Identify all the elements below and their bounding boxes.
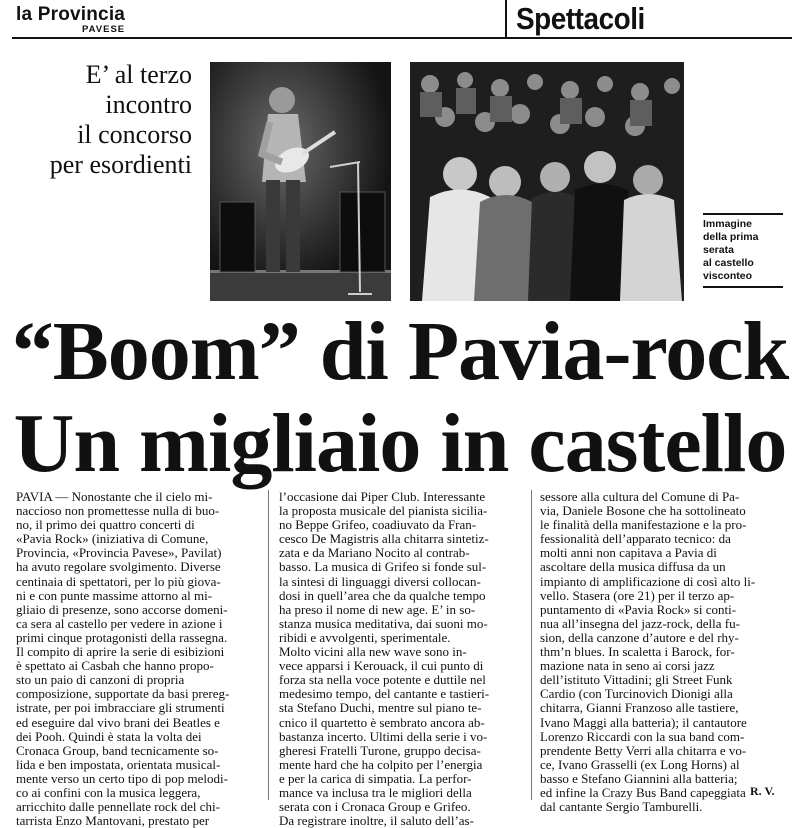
article-line: chitarra, Gianni Franzoso alle tastiere, bbox=[540, 701, 739, 716]
article-line: ca sera al castello per vedere in azione i bbox=[16, 616, 223, 631]
article-line: istrate, per poi imbracciare gli strumenti bbox=[16, 701, 225, 716]
article-line: ed infine la Crazy Bus Band capeggiata bbox=[540, 785, 746, 800]
article-line: lida e ben impostata, orientata musical- bbox=[16, 757, 221, 772]
section-title: Spettacoli bbox=[516, 1, 645, 36]
article-line: mente hard che ha colpito per l’energia bbox=[279, 757, 483, 772]
article-line: vello. Stasera (ore 21) per il terzo ap- bbox=[540, 588, 735, 603]
photo-guitarist bbox=[210, 62, 391, 301]
article-line: sion, della canzone d’autore e del rhy- bbox=[540, 630, 739, 645]
newspaper-name: la Provincia bbox=[16, 4, 126, 25]
article-line: ha preso il nome di new age. E’ in so- bbox=[279, 602, 476, 617]
article-line: sto un paio di canzoni di propria bbox=[16, 673, 185, 688]
article-line: medesimo tempo, del cantante e tastieri- bbox=[279, 687, 490, 702]
masthead-rule bbox=[12, 37, 792, 39]
article-line: ed eseguire dal vivo brani dei Beatles e bbox=[16, 715, 220, 730]
article-line: Lorenzo Riccardi con la sua band com- bbox=[540, 729, 745, 744]
article-line: composizione, supportate da basi prereg- bbox=[16, 687, 230, 702]
article-line: mente verso un certo tipo di pop melodi- bbox=[16, 771, 228, 786]
article-line: ni e con punte massime attorno al mi- bbox=[16, 588, 213, 603]
article-line: naccioso non promettesse nulla di buo- bbox=[16, 504, 220, 519]
article-line: dosi in quell’area che da qualche tempo bbox=[279, 588, 486, 603]
headline-line-1: “Boom” di Pavia-rock bbox=[11, 305, 789, 398]
article-line: ascoltare della musica diffusa da un bbox=[540, 560, 726, 575]
article-line: la sintesi di linguaggi diversi collocan- bbox=[279, 574, 481, 589]
article-line: dal cantante Sergio Tamburelli. bbox=[540, 800, 703, 815]
article-line: mance va inclusa tra le migliori della bbox=[279, 785, 472, 800]
article-column-3 bbox=[540, 490, 790, 814]
article-line: fessionalità dell’apparato tecnico: da bbox=[540, 532, 731, 547]
caption-line: al castello bbox=[703, 257, 754, 269]
article-line: tarrista Enzo Mantovani, prestato per bbox=[16, 814, 210, 828]
newspaper-subtitle: PAVESE bbox=[82, 24, 126, 35]
article-line: cesco De Magistris alla chitarra sintetiz- bbox=[279, 532, 489, 547]
article-line: primi cinque protagonisti della rassegna. bbox=[16, 630, 228, 645]
article-line: Molto vicini alla new wave sono in- bbox=[279, 645, 467, 660]
article-line: stanza musica meditativa, dai suoni mo- bbox=[279, 616, 488, 631]
article-line: dei Pooh. Quindi è stata la volta dei bbox=[16, 729, 202, 744]
article-line: bastanza incerto. Ultimi della serie i vo- bbox=[279, 729, 488, 744]
article-line: nua all’insegna del jazz-rock, della fu- bbox=[540, 616, 740, 631]
column-divider bbox=[268, 490, 269, 800]
caption-line: Immagine bbox=[703, 218, 753, 230]
article-line: sessore alla cultura del Comune di Pa- bbox=[540, 490, 740, 504]
article-line: la proposta musicale del pianista sicilia- bbox=[279, 504, 488, 519]
article-line: prendente Betty Verri alla chitarra e vo- bbox=[540, 743, 747, 758]
article-line: zata e da Mariano Nocito al contrab- bbox=[279, 546, 470, 561]
kicker-line: il concorso bbox=[77, 120, 192, 149]
article-line: cnico il quartetto è sembrato ancora ab- bbox=[279, 715, 485, 730]
article-column-1 bbox=[16, 490, 260, 828]
article-line: arricchito dalle pennellate rock del chi- bbox=[16, 800, 220, 815]
kicker-line: per esordienti bbox=[49, 150, 192, 179]
article-column-2 bbox=[279, 490, 523, 828]
article-line: «Pavia Rock» (iniziativa di Comune, bbox=[16, 532, 209, 547]
article-line: forza sta nella voce potente e duttile nel bbox=[279, 673, 486, 688]
article-line: Cronaca Group, band tecnicamente so- bbox=[16, 743, 219, 758]
article-line: no, il primo dei quattro concerti di bbox=[16, 518, 195, 533]
article-line: basso e Stefano Giannini alla batteria; bbox=[540, 771, 738, 786]
article-line: Cardio (con Turcinovich Dionigi alla bbox=[540, 687, 733, 702]
article-line: molti anni non capitava a Pavia di bbox=[540, 546, 717, 561]
kicker-line: E’ al terzo bbox=[85, 60, 192, 89]
article-line: Provincia, «Provincia Pavese», Pavilat) bbox=[16, 546, 222, 561]
article-line: basso. La musica di Grifeo si fonde sul- bbox=[279, 560, 487, 575]
article-line: via, Daniele Bosone che ha sottolineato bbox=[540, 504, 746, 519]
article-line: ce, Ivano Grasselli (ex Long Horns) al bbox=[540, 757, 740, 772]
article-line: centinaia di spettatori, per lo più giova- bbox=[16, 574, 221, 589]
headline-line-2: Un migliaio in castello bbox=[13, 397, 787, 490]
kicker-line: incontro bbox=[105, 90, 192, 119]
article-line: serata con i Cronaca Group e Grifeo. bbox=[279, 800, 471, 815]
article-line: gheresi Fratelli Turone, gruppo decisa- bbox=[279, 743, 481, 758]
article-line: no Beppe Grifeo, coadiuvato da Fran- bbox=[279, 518, 477, 533]
article-line: dell’istituto Vittadini; gli Street Funk bbox=[540, 673, 733, 688]
author-signature: R. V. bbox=[750, 784, 775, 798]
photo-caption bbox=[703, 213, 783, 288]
article-line: è spettato ai Casbah che hanno propo- bbox=[16, 659, 214, 674]
article-line: co ai confini con la musica leggera, bbox=[16, 785, 201, 800]
caption-line: visconteo bbox=[703, 270, 753, 282]
article-line: le finalità della manifestazione e la pro- bbox=[540, 518, 747, 533]
article-line: puntamento di «Pavia Rock» si conti- bbox=[540, 602, 737, 617]
kicker bbox=[22, 60, 192, 180]
article-line: thm’n blues. In scaletta i Barock, for- bbox=[540, 645, 735, 660]
caption-line: della prima bbox=[703, 231, 759, 243]
article-line: ha avuto regolare svolgimento. Diverse bbox=[16, 560, 221, 575]
article-line: Ivano Maggi alla batteria); il cantautore bbox=[540, 715, 747, 730]
article-line: sta Stefano Duchi, mentre sul piano te- bbox=[279, 701, 482, 716]
article-line: mazione nata in seno ai corsi jazz bbox=[540, 659, 715, 674]
caption-line: serata bbox=[703, 244, 734, 256]
article-line: PAVIA — Nonostante che il cielo mi- bbox=[16, 490, 213, 504]
article-line: impianto di amplificazione di così alto li- bbox=[540, 574, 756, 589]
article-line: Da registrare inoltre, il saluto dell’as- bbox=[279, 814, 474, 828]
photo-audience bbox=[410, 62, 684, 301]
article-line: ribidi e avvolgenti, sperimentale. bbox=[279, 630, 451, 645]
article-line: vece apparsi i Kerouack, il cui punto di bbox=[279, 659, 484, 674]
article-line: Il compito di aprire la serie di esibizioni bbox=[16, 645, 225, 660]
article-line: e per la carica di simpatia. La perfor- bbox=[279, 771, 472, 786]
article-line: gliaio di presenze, sono accorse domeni- bbox=[16, 602, 228, 617]
column-divider bbox=[531, 490, 532, 800]
article-line: l’occasione dai Piper Club. Interessante bbox=[279, 490, 486, 504]
